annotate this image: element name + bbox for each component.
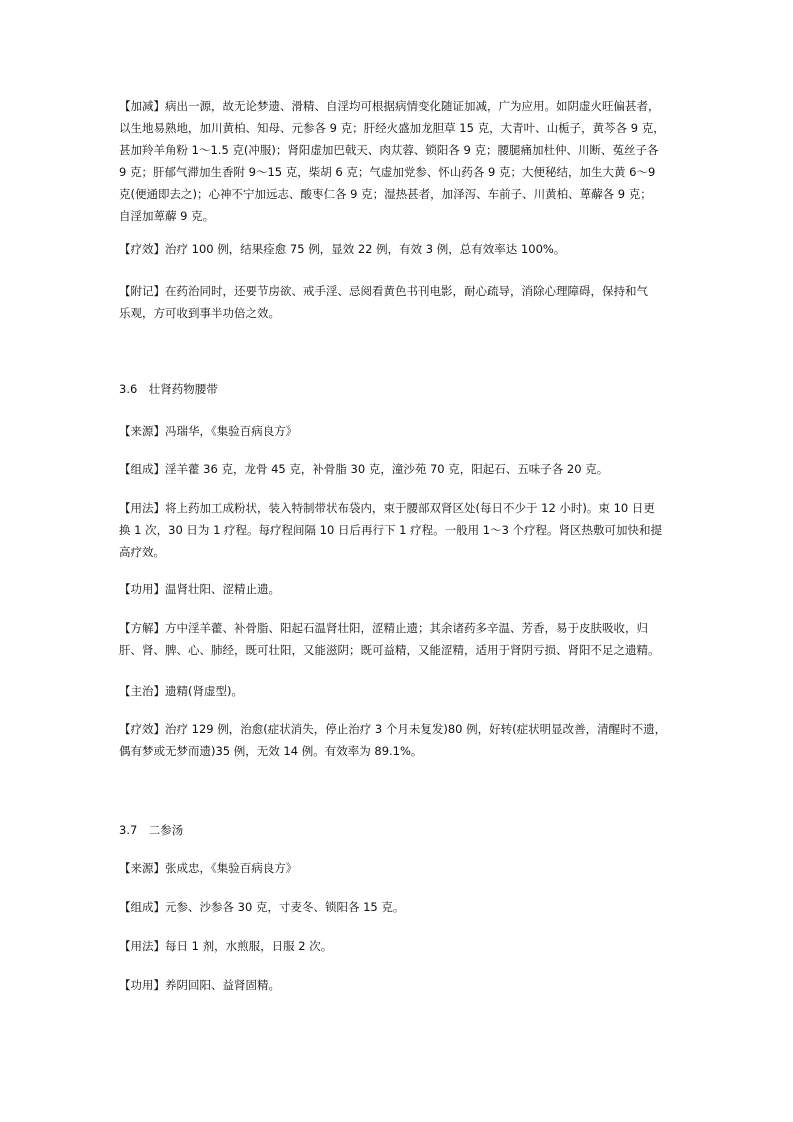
text-line: 【组成】元参、沙参各 30 克，寸麦冬、锁阳各 15 克。	[119, 900, 405, 914]
text-line: 【加减】病出一源，故无论梦遗、滑精、自淫均可根据病情变化随证加减，广为应用。如阴虚火旺偏甚者，	[119, 99, 660, 113]
text-line: 甚加羚羊角粉 1～1.5 克(冲服)；肾阳虚加巴戟天、肉苁蓉、锁阳各 9 克；腰腿痛加杜仲、川断、菟丝子各	[119, 143, 659, 157]
paragraph-fuji	[119, 280, 677, 324]
text-line: 【疗效】治疗 100 例，结果痊愈 75 例，显效 22 例，有效 3 例，总有效率达 100%。	[119, 242, 566, 256]
text-line: 【功用】养阴回阳、益肾固精。	[119, 978, 280, 992]
section-heading-3-6: 3.6 壮肾药物腰带	[119, 382, 218, 396]
paragraph-zucheng-1	[119, 458, 677, 480]
text-line: 肝、肾、脾、心、肺经，既可壮阳，又能滋阴；既可益精，又能涩精，适用于肾阴亏损、肾阳不足之遗精。	[119, 643, 660, 657]
text-line: 【来源】冯瑞华，《集验百病良方》	[119, 424, 298, 438]
paragraph-laiyuan-2	[119, 857, 677, 879]
text-line: 【方解】方中淫羊藿、补骨脂、阳起石温肾壮阳，涩精止遗；其余诸药多辛温、芳香，易于皮肤吸收，归	[119, 621, 648, 635]
paragraph-liaoxiao-2	[119, 718, 677, 762]
text-line: 以生地易熟地，加川黄柏、知母、元参各 9 克；肝经火盛加龙胆草 15 克，大青叶、山栀子，黄芩各 9 克，	[119, 121, 665, 135]
paragraph-yongfa-2	[119, 935, 677, 957]
text-line: 自淫加萆薢 9 克。	[119, 209, 215, 223]
text-line: 高疗效。	[119, 545, 165, 559]
text-line: 【功用】温肾壮阳、涩精止遗。	[119, 582, 280, 596]
text-line: 【组成】淫羊藿 36 克，龙骨 45 克，补骨脂 30 克，潼沙苑 70 克，阳起石、五味子各 20 克。	[119, 462, 609, 476]
section-heading-3-7: 3.7 二参汤	[119, 823, 184, 837]
text-line: 偶有梦或无梦而遗)35 例，无效 14 例。有效率为 89.1%。	[119, 744, 423, 758]
paragraph-zucheng-2	[119, 896, 677, 918]
paragraph-gongyong-2	[119, 974, 677, 996]
text-line: 【附记】在药治同时，还要节房欲、戒手淫、忌阅看黄色书刊电影，耐心疏导，消除心理障碍，保持和气	[119, 284, 648, 298]
text-line: 【用法】每日 1 剂，水煎服，日服 2 次。	[119, 939, 333, 953]
paragraph-liaoxiao-1	[119, 238, 677, 260]
text-line: 乐观，方可收到事半功倍之效。	[119, 306, 280, 320]
text-line: 【主治】遗精(肾虚型)。	[119, 684, 243, 698]
text-line: 克(便通即去之)；心神不宁加远志、酸枣仁各 9 克；湿热甚者，加泽泻、车前子、川黄柏、萆薢各 9 克；	[119, 187, 652, 201]
text-line: 换 1 次，30 日为 1 疗程。每疗程间隔 10 日后再行下 1 疗程。一般用 1～3 个疗程。肾区热敷可加快和提	[119, 523, 663, 537]
text-line: 9 克；肝郁气滞加生香附 9～15 克，柴胡 6 克；气虚加党参、怀山药各 9 克；大便秘结，加生大黄 6～9	[119, 165, 656, 179]
paragraph-yongfa-1	[119, 497, 677, 563]
paragraph-laiyuan-1	[119, 420, 677, 442]
text-line: 【用法】将上药加工成粉状，装入特制带状布袋内，束于腰部双肾区处(每日不少于 12 小时)。束 10 日更	[119, 501, 655, 515]
paragraph-fangjie	[119, 617, 677, 661]
paragraph-gongyong-1	[119, 578, 677, 600]
text-line: 【疗效】治疗 129 例，治愈(症状消失，停止治疗 3 个月未复发)80 例，好转(症状明显改善，清醒时不遗，	[119, 722, 667, 736]
paragraph-zhuzhi	[119, 680, 677, 702]
paragraph-jiajian	[119, 95, 677, 227]
text-line: 【来源】张成忠，《集验百病良方》	[119, 861, 298, 875]
